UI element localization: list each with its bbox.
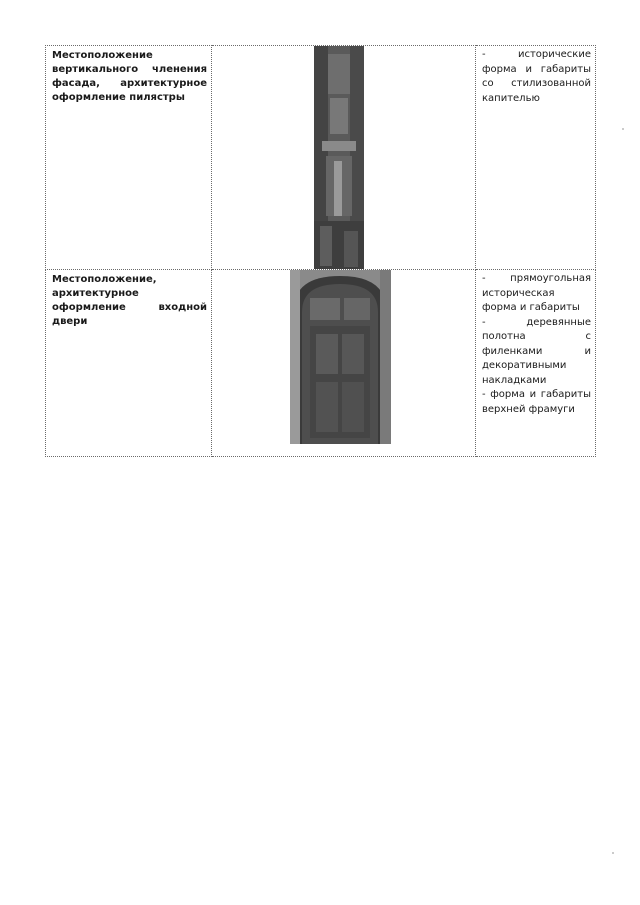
requirement-item: - исторические форма и габариты со стилизованной капителью — [482, 49, 591, 104]
requirements-cell — [476, 270, 596, 457]
requirement-item: - прямоугольная историческая форма и габариты — [482, 273, 591, 313]
scan-speck — [622, 128, 624, 130]
requirement-item: - форма и габариты верхней фрамуги — [482, 389, 591, 415]
table-row — [46, 46, 596, 270]
entrance-door-photo — [290, 270, 391, 444]
requirements-list — [476, 46, 595, 106]
preservation-table — [45, 45, 596, 457]
pilaster-photo — [314, 46, 364, 269]
element-cell — [46, 270, 212, 457]
element-label: Местоположение вертикального членения фасада, архитектурное оформление пилястры — [52, 50, 207, 103]
scan-speck — [612, 852, 614, 854]
requirements-cell — [476, 46, 596, 270]
requirement-item: - деревянные полотна с филенками и декоративными накладками — [482, 316, 591, 386]
photo-cell — [212, 46, 476, 270]
photo-cell — [212, 270, 476, 457]
element-label: Местоположение, архитектурное оформление входной двери — [52, 274, 207, 327]
requirements-list — [476, 270, 595, 417]
element-cell — [46, 46, 212, 270]
table-row — [46, 270, 596, 457]
